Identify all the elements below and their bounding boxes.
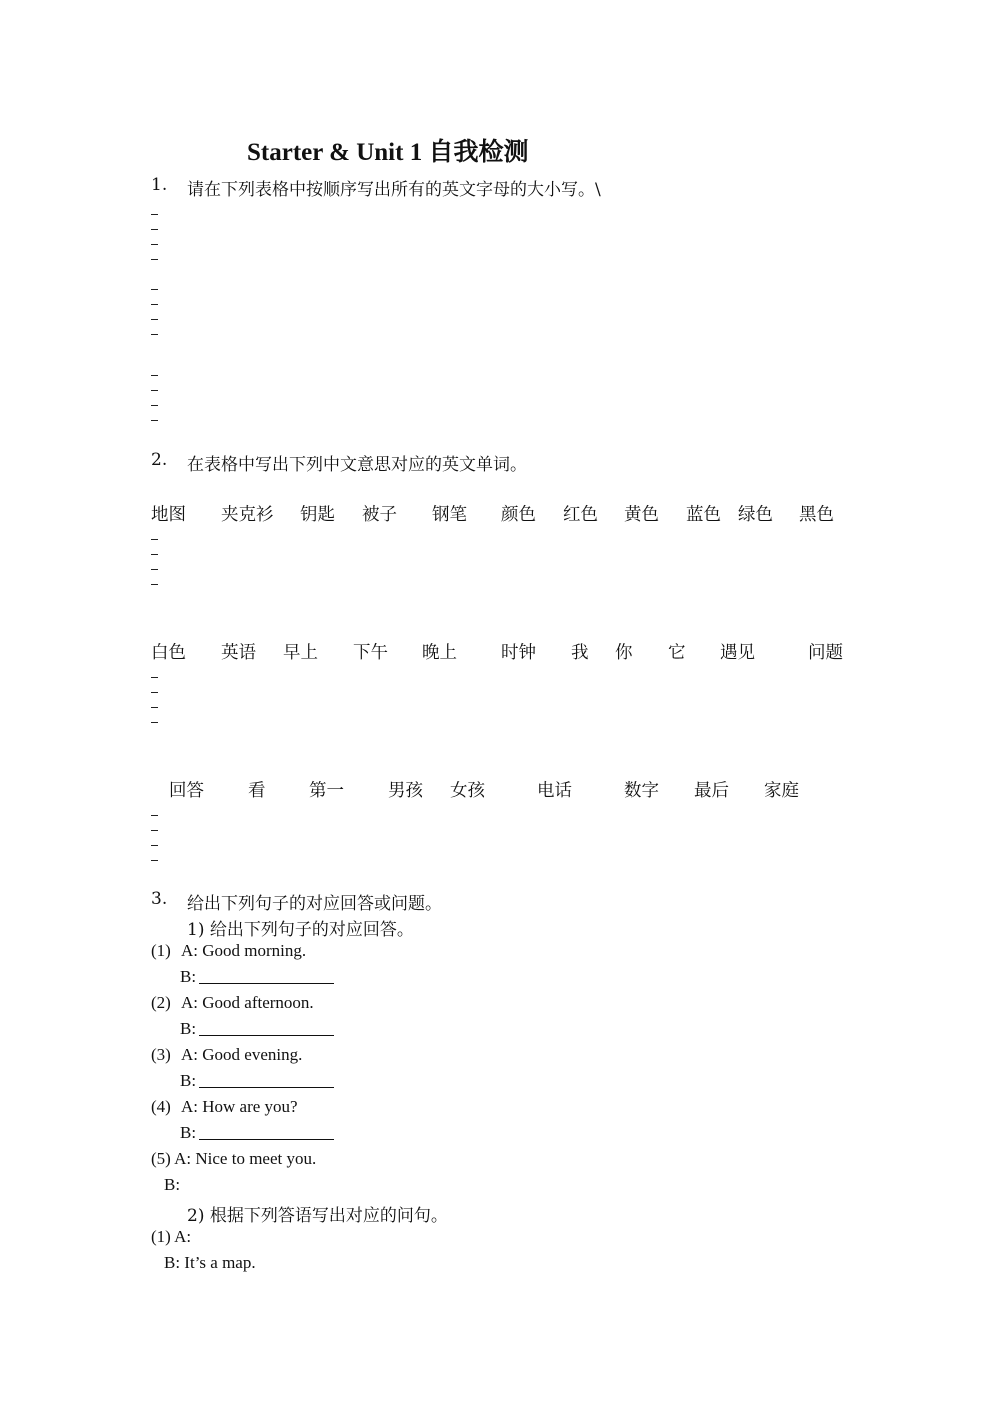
table-cell-marker xyxy=(151,539,158,540)
q3-text: 给出下列句子的对应回答或问题。 xyxy=(187,894,442,914)
table-cell-marker xyxy=(151,830,158,831)
vocab-word: 问题 xyxy=(808,643,843,663)
table-cell-marker xyxy=(151,390,158,391)
item-number: (4) xyxy=(151,1097,171,1116)
table-cell-marker xyxy=(151,845,158,846)
table-cell-marker xyxy=(151,244,158,245)
dialogue-b-row xyxy=(180,1123,334,1143)
vocab-word: 第一 xyxy=(309,781,344,801)
vocab-word: 它 xyxy=(668,643,686,663)
table-cell-marker xyxy=(151,334,158,335)
vocab-word: 蓝色 xyxy=(686,505,721,525)
vocab-word: 白色 xyxy=(151,643,186,663)
vocab-word: 早上 xyxy=(283,643,318,663)
table-cell-marker xyxy=(151,229,158,230)
table-cell-marker xyxy=(151,815,158,816)
table-cell-marker xyxy=(151,405,158,406)
table-cell-marker xyxy=(151,289,158,290)
q2-text: 在表格中写出下列中文意思对应的英文单词。 xyxy=(187,455,527,475)
vocab-word: 你 xyxy=(615,643,633,663)
vocab-word: 遇见 xyxy=(720,643,755,663)
table-cell-marker xyxy=(151,860,158,861)
vocab-word: 电话 xyxy=(537,781,572,801)
vocab-word: 红色 xyxy=(563,505,598,525)
vocab-word: 时钟 xyxy=(501,643,536,663)
page-title: Starter & Unit 1 自我检测 xyxy=(247,139,529,166)
table-cell-marker xyxy=(151,420,158,421)
table-cell-marker xyxy=(151,722,158,723)
table-cell-marker xyxy=(151,584,158,585)
vocab-word: 夹克衫 xyxy=(221,505,274,525)
dialogue-b: B: xyxy=(180,967,197,986)
q3-number: 3. xyxy=(151,889,168,909)
vocab-word: 钢笔 xyxy=(432,505,467,525)
vocab-word: 我 xyxy=(571,643,589,663)
vocab-word: 晚上 xyxy=(422,643,457,663)
table-cell-marker xyxy=(151,214,158,215)
table-cell-marker xyxy=(151,304,158,305)
table-cell-marker xyxy=(151,677,158,678)
table-cell-marker xyxy=(151,569,158,570)
vocab-word: 绿色 xyxy=(738,505,773,525)
dialogue-b-row xyxy=(180,1071,334,1091)
dialogue-b: B: xyxy=(180,1071,197,1090)
vocab-word: 钥匙 xyxy=(300,505,335,525)
dialogue-b: B: xyxy=(180,1123,197,1142)
dialogue-b: B: xyxy=(180,1019,197,1038)
dialogue-a: (1) A: xyxy=(151,1227,192,1246)
vocab-word: 数字 xyxy=(624,781,659,801)
q2-number: 2. xyxy=(151,450,168,470)
dialogue-b: B: It’s a map. xyxy=(164,1253,256,1272)
dialogue-b: B: xyxy=(164,1175,181,1194)
vocab-word: 下午 xyxy=(353,643,388,663)
dialogue-a: A: Good morning. xyxy=(181,941,307,960)
vocab-word: 看 xyxy=(248,781,266,801)
item-number: (3) xyxy=(151,1045,171,1064)
vocab-word: 黑色 xyxy=(799,505,834,525)
answer-blank[interactable] xyxy=(199,1034,334,1036)
vocab-word: 家庭 xyxy=(764,781,799,801)
q3-part2-label: 2) 根据下列答语写出对应的问句。 xyxy=(187,1206,448,1226)
answer-blank[interactable] xyxy=(199,1086,334,1088)
vocab-word: 黄色 xyxy=(624,505,659,525)
table-cell-marker xyxy=(151,692,158,693)
vocab-word: 英语 xyxy=(221,643,256,663)
vocab-word: 最后 xyxy=(694,781,729,801)
q1-number: 1. xyxy=(151,175,168,195)
item-number: (2) xyxy=(151,993,171,1012)
vocab-word: 男孩 xyxy=(388,781,423,801)
vocab-word: 回答 xyxy=(169,781,204,801)
table-cell-marker xyxy=(151,259,158,260)
vocab-word: 地图 xyxy=(151,505,186,525)
vocab-word: 女孩 xyxy=(450,781,485,801)
answer-blank[interactable] xyxy=(199,1138,334,1140)
vocab-word: 被子 xyxy=(362,505,397,525)
dialogue-a: A: Good afternoon. xyxy=(181,993,314,1012)
dialogue-b-row xyxy=(180,1019,334,1039)
dialogue-a: (5) A: Nice to meet you. xyxy=(151,1149,317,1168)
table-cell-marker xyxy=(151,319,158,320)
table-cell-marker xyxy=(151,375,158,376)
answer-blank[interactable] xyxy=(199,982,334,984)
item-number: (1) xyxy=(151,941,171,960)
dialogue-a: A: How are you? xyxy=(181,1097,298,1116)
dialogue-b-row xyxy=(180,967,334,987)
table-cell-marker xyxy=(151,554,158,555)
vocab-word: 颜色 xyxy=(501,505,536,525)
q1-text: 请在下列表格中按顺序写出所有的英文字母的大小写。\ xyxy=(187,180,601,200)
dialogue-a: A: Good evening. xyxy=(181,1045,303,1064)
q3-part1-label: 1) 给出下列句子的对应回答。 xyxy=(187,920,414,940)
table-cell-marker xyxy=(151,707,158,708)
